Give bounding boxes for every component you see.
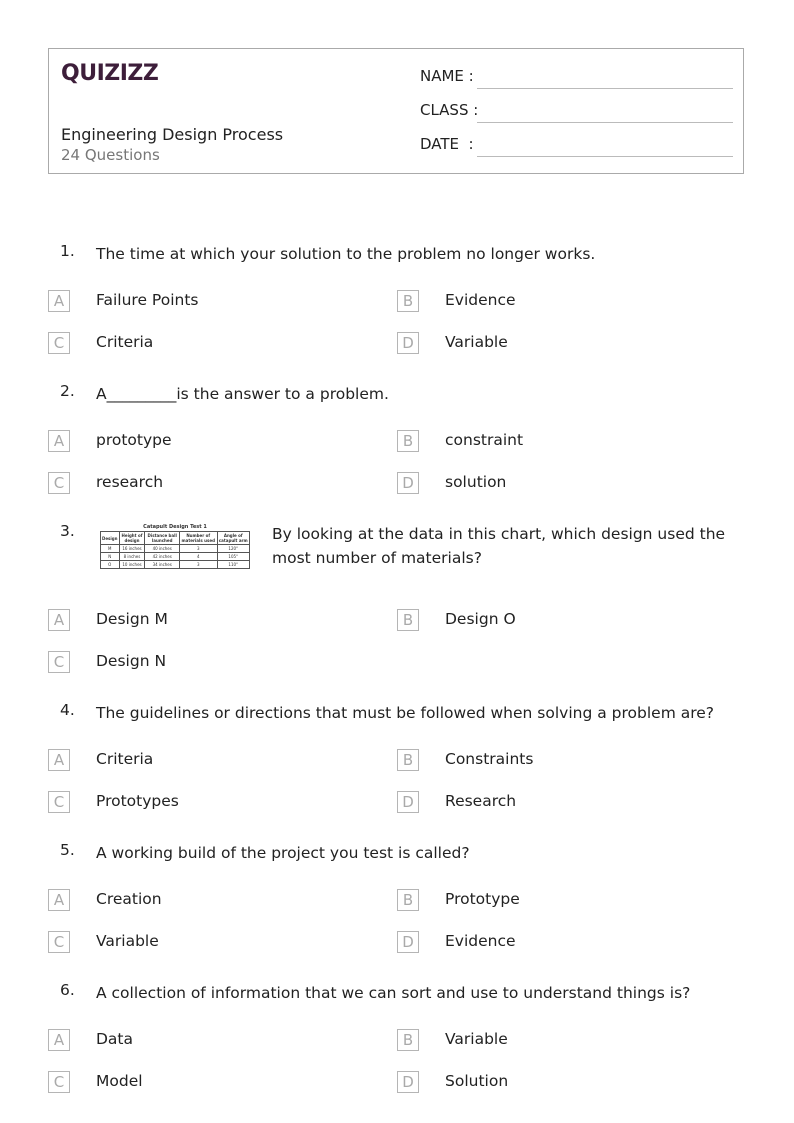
table-cell: 110° [217, 561, 250, 569]
option-text: Model [96, 1072, 143, 1090]
option-letter-box: C [48, 472, 70, 494]
option-text: Creation [96, 890, 162, 908]
option-text: Design N [96, 652, 167, 670]
table-cell: 34 inches [145, 561, 179, 569]
table-header-cell: Distance ball launched [145, 532, 179, 545]
option-letter-box: C [48, 791, 70, 813]
option-letter-box: C [48, 332, 70, 354]
question-text: A collection of information that we can sort and use to understand things is? [96, 984, 691, 1002]
name-line [477, 88, 733, 89]
option-text: Criteria [96, 750, 154, 768]
table-cell: N [101, 553, 120, 561]
class-line [477, 122, 733, 123]
option-letter-box: A [48, 749, 70, 771]
question-text: A working build of the project you test is called? [96, 844, 470, 862]
option-text: constraint [445, 431, 524, 449]
option-text: Variable [445, 1030, 508, 1048]
option-text: Evidence [445, 291, 516, 309]
table-cell: 40 inches [145, 545, 179, 553]
table-row [101, 553, 250, 561]
option-letter-box: B [397, 430, 419, 452]
table-cell: 3 [179, 545, 217, 553]
option-letter-box: A [48, 1029, 70, 1051]
question-text: By looking at the data in this chart, which design used the most number of materials? [272, 525, 726, 567]
option-letter-box: B [397, 889, 419, 911]
option-text: Evidence [445, 932, 516, 950]
option-text: Criteria [96, 333, 154, 351]
option-text: Design M [96, 610, 168, 628]
table-row [101, 545, 250, 553]
option-text: prototype [96, 431, 172, 449]
table-header-cell: Height of design [119, 532, 145, 545]
table-cell: 10 inches [119, 561, 145, 569]
option-text: Data [96, 1030, 134, 1048]
question-number: 6. [60, 981, 75, 999]
option-text: Failure Points [96, 291, 199, 309]
table-cell: M [101, 545, 120, 553]
table-cell: 16 inches [119, 545, 145, 553]
option-letter-box: D [397, 1071, 419, 1093]
option-letter-box: D [397, 472, 419, 494]
option-letter-box: C [48, 1071, 70, 1093]
option-letter-box: B [397, 749, 419, 771]
option-letter-box: A [48, 430, 70, 452]
table-header-cell: Number of materials used [179, 532, 217, 545]
table-row [101, 561, 250, 569]
option-text: Prototypes [96, 792, 179, 810]
option-text: Variable [445, 333, 508, 351]
question-number: 4. [60, 701, 75, 719]
table-cell: 4 [179, 553, 217, 561]
question-text: The time at which your solution to the problem no longer works. [96, 245, 596, 263]
option-text: Constraints [445, 750, 534, 768]
name-field [420, 67, 733, 89]
date-label: DATE : [420, 135, 474, 153]
date-field [420, 135, 733, 157]
option-letter-box: D [397, 332, 419, 354]
question-text: A_________is the answer to a problem. [96, 385, 389, 403]
table-cell: 120° [217, 545, 250, 553]
quizizz-logo: QUIZIZZ [61, 61, 159, 86]
table-header-cell: Design [101, 532, 120, 545]
option-text: solution [445, 473, 507, 491]
option-letter-box: D [397, 791, 419, 813]
table-cell: 105° [217, 553, 250, 561]
question-count: 24 Questions [61, 146, 160, 164]
table-header-cell: Angle of catapult arm [218, 533, 248, 543]
option-letter-box: A [48, 609, 70, 631]
worksheet-title: Engineering Design Process [61, 125, 284, 144]
question-text: The guidelines or directions that must be followed when solving a problem are? [96, 704, 715, 722]
table-cell: 8 inches [119, 553, 145, 561]
date-line [477, 156, 733, 157]
class-label: CLASS : [420, 101, 479, 119]
table-header-row [101, 532, 250, 545]
table-title: Catapult Design Test 1 [143, 524, 207, 530]
option-text: Prototype [445, 890, 520, 908]
option-letter-box: D [397, 931, 419, 953]
worksheet-header [48, 48, 744, 174]
table-cell: O [101, 561, 120, 569]
table-cell: 42 inches [145, 553, 179, 561]
option-text: Research [445, 792, 517, 810]
option-text: Variable [96, 932, 159, 950]
option-letter-box: C [48, 651, 70, 673]
catapult-data-table [100, 524, 250, 584]
option-letter-box: B [397, 1029, 419, 1051]
option-text: Solution [445, 1072, 509, 1090]
option-letter-box: B [397, 290, 419, 312]
option-letter-box: C [48, 931, 70, 953]
option-text: Design O [445, 610, 516, 628]
option-letter-box: A [48, 889, 70, 911]
class-field [420, 101, 733, 123]
name-label: NAME : [420, 67, 474, 85]
option-letter-box: B [397, 609, 419, 631]
question-number: 5. [60, 841, 75, 859]
question-number: 3. [60, 522, 75, 540]
data-table [100, 531, 250, 569]
option-text: research [96, 473, 164, 491]
table-cell: 3 [179, 561, 217, 569]
question-number: 2. [60, 382, 75, 400]
question-number: 1. [60, 242, 75, 260]
option-letter-box: A [48, 290, 70, 312]
